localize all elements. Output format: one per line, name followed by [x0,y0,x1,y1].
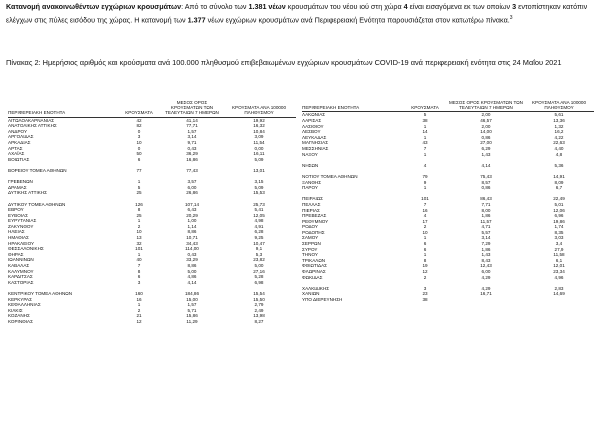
per100k-cell: 27,9 [554,246,564,252]
avg-cell: 4,71 [481,224,491,230]
per100k-cell: 10,47 [253,240,265,246]
cases-cell: 19 [422,263,428,269]
avg-cell: 0,43 [187,145,197,151]
per100k-cell: 1,74 [554,224,564,230]
cases-cell: 1 [137,302,141,308]
avg-cell: 8,57 [481,179,491,185]
header-cases: ΚΡΟΥΣΜΑΤΑ [116,100,162,117]
per100k-cell: 9,1 [255,246,263,252]
cases-cell: 0 [137,128,141,134]
cases-cell: 10 [136,229,142,235]
per100k-cell: 14,69 [553,291,565,297]
cases-cell: 6 [137,274,141,280]
region-cell: ΑΙΤΩΛΟΑΚΑΡΝΑΝΙΑΣ [8,117,55,123]
per100k-cell: 16,32 [253,123,265,129]
region-cell: ΑΡΓΟΛΙΔΑΣ [8,134,34,140]
avg-cell: 6,00 [481,269,491,275]
region-cell: ΔΥΤΙΚΟΥ ΤΟΜΕΑ ΑΘΗΝΩΝ [8,201,66,207]
cases-cell: 77 [136,167,142,173]
cases-cell: 10 [136,139,142,145]
per100k-cell: 2,79 [254,302,264,308]
cases-cell: 2 [423,274,427,280]
avg-cell: 77,43 [186,167,198,173]
per100k-cell: 3,4 [555,241,563,247]
header-per100k: ΚΡΟΥΣΜΑΤΑ ΑΝΑ 100000 ΠΛΗΘΥΣΜΟΥ [222,100,296,117]
per100k-cell: 13,36 [553,118,565,123]
region-cell: ΦΘΙΩΤΙΔΑΣ [302,263,328,269]
per100k-cell: 3,09 [254,134,264,140]
per100k-cell: 15,54 [253,291,265,297]
per100k-cell: 3,15 [254,179,264,185]
per100k-cell: 19,92 [253,117,265,123]
per100k-cell: 25,73 [253,201,265,207]
cases-cell: 3 [137,279,141,285]
region-cell: ΝΟΤΙΟΥ ΤΟΜΕΑ ΑΘΗΝΩΝ [302,173,358,179]
per100k-cell: 12,01 [553,263,565,269]
per100k-cell: 19,86 [553,218,565,224]
cases-cell: 126 [135,201,143,207]
avg-cell: 0,86 [481,134,491,140]
avg-cell: 11,57 [480,218,492,224]
avg-cell: 1,14 [187,223,197,229]
cases-cell: 1 [423,252,427,258]
cases-cell: 3 [423,285,427,291]
per100k-cell: 2,49 [254,307,264,313]
region-cell: ΦΩΚΙΔΑΣ [302,274,323,280]
cases-cell: 14 [422,129,428,135]
region-cell: ΔΥΤΙΚΗΣ ΑΤΤΙΚΗΣ [8,190,47,196]
avg-cell: 3,14 [187,134,197,140]
region-cell: ΣΥΡΟΥ [302,246,318,252]
avg-cell: 4,29 [481,274,491,280]
avg-cell: 20,29 [186,212,198,218]
cases-cell: 1 [423,123,427,129]
cases-cell: 0 [137,145,141,151]
per100k-cell: 5,09 [254,184,264,190]
region-cell: ΠΡΕΒΕΖΑΣ [302,213,327,219]
avg-cell: 2,00 [481,112,491,118]
region-cell: ΠΑΡΟΥ [302,185,318,191]
cases-cell: 12 [136,318,142,324]
per100k-cell: 13,01 [253,167,265,173]
intro-paragraph: Κατανομή ανακοινωθέντων εγχώριων κρουσμάτων: Από το σύνολο των 1.381 νέων κρουσμάτων του νέου ιού στη χώρα 4 είναι εισαγόμενα εκ των οποίων 3 εντοπίστηκαν κατόπιν ελέγχων στις πύλες εισόδου της χώρας. Η κατανομή των 1.377 νέων εγχώριων κρουσμάτων ανά Περιφερειακή Ενότητα παρουσιάζεται στον κατωτέρω πίνακα.$^3$ [6,2,588,24]
per100k-cell: 6,1 [555,257,563,263]
region-cell: ΦΛΩΡΙΝΑΣ [302,269,326,275]
per100k-cell: 11,58 [553,252,565,258]
region-cell: ΧΑΝΙΩΝ [302,291,320,297]
avg-cell: 41,14 [186,117,198,123]
region-cell: ΓΡΕΒΕΝΩΝ [8,179,33,185]
region-cell: ΜΑΓΝΗΣΙΑΣ [302,140,329,146]
region-cell: ΝΗΣΩΝ [302,162,319,168]
per100k-cell: 5,36 [554,162,564,168]
avg-cell: 27,00 [480,140,492,146]
region-cell: ΧΑΛΚΙΔΙΚΗΣ [302,285,330,291]
region-cell: ΚΟΡΙΝΘΙΑΣ [8,318,33,324]
per100k-cell: 22,63 [553,140,565,146]
avg-cell: 77,71 [186,123,198,129]
per100k-cell: 12,05 [253,212,265,218]
per100k-cell: 4,40 [554,145,564,151]
avg-cell: 75,43 [480,173,492,179]
per100k-cell: 5,28 [254,274,264,280]
table-right [302,100,594,303]
avg-cell: 0,86 [481,185,491,191]
region-cell: ΗΛΕΙΑΣ [8,229,25,235]
per100k-cell: 5,41 [254,207,264,213]
avg-cell: 6,00 [187,184,197,190]
region-cell: ΑΡΤΑΣ [8,145,23,151]
avg-cell: 16,71 [480,291,492,297]
per100k-cell: 5,09 [254,156,264,162]
per100k-cell: 16,2 [554,129,564,135]
avg-cell: 4,86 [187,274,197,280]
avg-cell: 86,43 [480,196,492,202]
per100k-cell: 8,09 [554,179,564,185]
cases-cell: 9 [423,179,427,185]
region-cell: ΚΟΖΑΝΗΣ [8,313,30,319]
avg-cell: 26,86 [186,190,198,196]
per100k-cell: 23,34 [553,269,565,275]
per100k-cell: 6,28 [254,229,264,235]
region-cell: ΛΕΥΚΑΔΑΣ [302,134,327,140]
avg-cell: 8,43 [481,257,491,263]
avg-cell: 1,43 [481,151,491,157]
avg-cell: 3,57 [187,179,197,185]
per100k-cell: 3,03 [554,235,564,241]
region-cell: ΕΥΡΥΤΑΝΙΑΣ [8,218,37,224]
cases-cell: 2 [137,307,141,313]
avg-cell: 7,29 [481,241,491,247]
avg-cell: 4,14 [481,162,491,168]
cases-cell: 12 [422,269,428,275]
per100k-cell: 2,83 [554,285,564,291]
cases-cell: 1 [423,235,427,241]
avg-cell: 2,00 [481,123,491,129]
region-cell: ΘΗΡΑΣ [8,251,24,257]
cases-cell: 1 [137,179,141,185]
avg-cell: 8,00 [481,207,491,213]
region-cell: ΤΗΝΟΥ [302,252,318,258]
per100k-cell: 23,82 [253,257,265,263]
cases-cell: 16 [136,296,142,302]
table-left [8,100,296,325]
avg-cell: 114,00 [185,246,199,252]
cases-cell: 1 [423,185,427,191]
avg-cell: 1,00 [187,218,197,224]
avg-cell: 36,29 [186,151,198,157]
cases-cell: 13 [136,235,142,241]
header-cases: ΚΡΟΥΣΜΑΤΑ [402,100,448,112]
avg-cell: 15,86 [186,313,198,319]
region-cell: ΥΠΟ ΔΙΕΡΕΥΝΗΣΗ [302,297,343,302]
cases-cell: 23 [422,291,428,297]
cases-cell: 8 [423,257,427,263]
cases-cell: 1 [137,218,141,224]
avg-cell: 1,57 [187,302,197,308]
avg-cell: 8,86 [187,263,197,269]
region-cell: ΗΜΑΘΙΑΣ [8,235,29,241]
region-cell: ΕΒΡΟΥ [8,207,24,213]
cases-cell: 3 [137,134,141,140]
avg-cell: 1,86 [481,246,491,252]
avg-cell: 16,86 [186,156,198,162]
avg-cell: 0,43 [187,251,197,257]
region-cell: ΚΕΝΤΡΙΚΟΥ ΤΟΜΕΑ ΑΘΗΝΩΝ [8,291,73,297]
cases-cell: 101 [421,196,429,202]
region-cell: ΠΕΙΡΑΙΩΣ [302,196,323,202]
region-cell: ΒΟΙΩΤΙΑΣ [8,156,30,162]
cases-cell: 1 [423,134,427,140]
avg-cell: 46,57 [480,118,492,123]
cases-cell: 42 [136,117,142,123]
cases-cell: 21 [136,313,142,319]
per100k-cell: 6,7 [555,185,563,191]
cases-cell: 82 [136,123,142,129]
cases-cell: 160 [135,291,143,297]
avg-cell: 4,29 [481,285,491,291]
header-region: ΠΕΡΙΦΕΡΕΙΑΚΗ ΕΝΟΤΗΤΑ [8,100,116,117]
avg-cell: 5,71 [187,307,197,313]
avg-cell: 14,00 [480,129,492,135]
cases-cell: 5 [137,184,141,190]
per100k-cell: 15,50 [253,296,265,302]
avg-cell: 8,86 [187,229,197,235]
header-per100k: ΚΡΟΥΣΜΑΤΑ ΑΝΑ 100000 ΠΛΗΘΥΣΜΟΥ [524,100,594,112]
header-region: ΠΕΡΙΦΕΡΕΙΑΚΗ ΕΝΟΤΗΤΑ [302,100,402,112]
region-cell: ΤΡΙΚΑΛΩΝ [302,257,326,263]
cases-cell: 7 [423,201,427,207]
per100k-cell [524,297,594,303]
cases-cell: 32 [136,240,142,246]
cases-cell: 50 [136,151,142,157]
header-avg: ΜΕΣΟΣ ΟΡΟΣ ΚΡΟΥΣΜΑΤΩΝ ΤΩΝ ΤΕΛΕΥΤΑΙΩΝ 7 ΗΜΕΡΩΝ [449,100,523,111]
region-cell: ΗΡΑΚΛΕΙΟΥ [8,240,35,246]
cases-cell: 43 [422,140,428,146]
per100k-cell: 9,25 [254,235,264,241]
region-cell: ΕΥΒΟΙΑΣ [8,212,28,218]
per100k-cell: 5,01 [554,201,564,207]
per100k-cell: 12,06 [553,207,565,213]
table-row [8,319,296,325]
avg-cell: 11,29 [186,318,198,324]
cases-cell: 38 [422,297,428,302]
per100k-cell: 4,22 [554,134,564,140]
region-cell: ΘΕΣΣΑΛΟΝΙΚΗΣ [8,246,44,252]
per100k-cell: 5,61 [554,112,564,118]
region-cell: ΛΑΡΙΣΑΣ [302,118,322,123]
avg-cell: 34,43 [186,240,198,246]
per100k-cell: 4,91 [254,223,264,229]
region-cell: ΙΩΑΝΝΙΝΩΝ [8,257,34,263]
region-cell: ΛΑΣΙΘΙΟΥ [302,123,324,129]
cases-cell: 2 [423,224,427,230]
avg-cell: 5,00 [187,268,197,274]
region-cell: ΡΕΘΥΜΝΟΥ [302,218,329,224]
per100k-cell: 0,00 [254,145,264,151]
cases-cell: 40 [136,257,142,263]
footnote-ref: 3 [509,14,513,21]
avg-cell: 7,71 [481,201,491,207]
region-cell: ΚΑΣΤΟΡΙΑΣ [8,279,34,285]
region-cell: ΞΑΝΘΗΣ [302,179,322,185]
per100k-cell: 6,98 [254,279,264,285]
cases-cell: 5 [423,112,427,118]
avg-cell: 4,14 [187,279,197,285]
avg-cell [448,297,524,303]
avg-cell: 33,29 [186,257,198,263]
region-cell: ΡΟΔΟΥ [302,224,319,230]
region-cell: ΡΟΔΟΠΗΣ [302,229,325,235]
cases-cell: 2 [137,223,141,229]
avg-cell: 9,71 [187,139,197,145]
cases-cell: 79 [422,173,428,179]
region-cell: ΜΕΣΣΗΝΙΑΣ [302,145,329,151]
avg-cell: 12,43 [480,263,492,269]
avg-cell: 1,57 [187,128,197,134]
region-cell: ΝΑΞΟΥ [302,151,318,157]
table-caption: Πίνακας 2: Ημερήσιος αριθμός και κρούσματα ανά 100.000 πληθυσμού επιβεβαιωμένων εγχώριων κρουσμάτων COVID-19 ανά περιφερειακή ενότητα στις 24 Μαΐου 2021 [6,58,562,67]
region-cell: ΠΙΕΡΙΑΣ [302,207,320,213]
region-cell: ΛΑΚΩΝΙΑΣ [302,112,326,118]
cases-cell: 7 [137,263,141,269]
per100k-cell: 27,16 [253,268,265,274]
region-cell: ΑΧΑΪΑΣ [8,151,25,157]
avg-cell: 6,29 [481,145,491,151]
avg-cell: 184,86 [184,291,200,297]
avg-cell: 5,57 [481,229,491,235]
cases-cell: 4 [423,213,427,219]
region-cell: ΚΑΛΥΜΝΟΥ [8,268,34,274]
cases-cell: 1 [137,251,141,257]
cases-cell: 6 [137,156,141,162]
per100k-cell: 8,35 [554,229,564,235]
cases-cell: 25 [136,212,142,218]
region-cell: ΚΑΒΑΛΑΣ [8,263,30,269]
cases-cell: 6 [423,241,427,247]
region-cell: ΚΕΡΚΥΡΑΣ [8,296,32,302]
region-cell: ΚΑΡΔΙΤΣΑΣ [8,274,33,280]
avg-cell: 15,00 [186,296,198,302]
cases-cell: 6 [423,246,427,252]
per100k-cell: 1,32 [554,123,564,129]
region-cell: ΒΟΡΕΙΟΥ ΤΟΜΕΑ ΑΘΗΝΩΝ [8,167,67,173]
region-cell: ΚΕΦΑΛΛΗΝΙΑΣ [8,302,41,308]
avg-cell: 3,14 [481,235,491,241]
cases-cell: 25 [136,190,142,196]
intro-heading: Κατανομή ανακοινωθέντων εγχώριων κρουσμάτων [6,2,182,11]
per100k-cell: 5,3 [255,251,263,257]
cases-cell: 8 [137,268,141,274]
per100k-cell: 22,49 [553,196,565,202]
cases-cell: 4 [423,162,427,168]
region-cell: ΑΡΚΑΔΙΑΣ [8,139,31,145]
cases-cell: 10 [422,229,428,235]
cases-cell: 16 [422,207,428,213]
per100k-cell: 15,53 [253,190,265,196]
per100k-cell: 4,98 [254,218,264,224]
header-avg: ΜΕΣΟΣ ΟΡΟΣ ΚΡΟΥΣΜΑΤΩΝ ΤΩΝ ΤΕΛΕΥΤΑΙΩΝ 7 ΗΜΕΡΩΝ [162,100,222,117]
per100k-cell: 4,96 [554,274,564,280]
cases-cell: 17 [422,218,428,224]
per100k-cell: 14,91 [553,173,565,179]
table-row [302,297,594,303]
per100k-cell: 11,54 [253,139,265,145]
avg-cell: 10,71 [186,235,198,241]
per100k-cell: 10,84 [253,128,265,134]
region-cell: ΠΕΛΛΑΣ [302,201,321,207]
region-cell: ΛΕΣΒΟΥ [302,129,321,135]
region-cell: ΑΝΔΡΟΥ [8,128,28,134]
per100k-cell: 6,96 [554,213,564,219]
per100k-cell: 16,11 [253,151,265,157]
avg-cell: 1,86 [481,213,491,219]
per100k-cell: 4,8 [555,151,563,157]
per100k-cell: 8,27 [254,318,264,324]
cases-cell: 38 [422,118,428,123]
region-cell: ΔΡΑΜΑΣ [8,184,27,190]
cases-cell: 7 [423,145,427,151]
per100k-cell: 13,98 [253,313,265,319]
avg-cell: 1,43 [481,252,491,258]
region-cell: ΑΝΑΤΟΛΙΚΗΣ ΑΤΤΙΚΗΣ [8,123,57,129]
cases-cell: 8 [137,207,141,213]
avg-cell: 107,14 [184,201,200,207]
region-cell: ΖΑΚΥΝΘΟΥ [8,223,34,229]
avg-cell: 6,43 [187,207,197,213]
region-cell: ΚΙΛΚΙΣ [8,307,23,313]
cases-cell: 101 [135,246,143,252]
cases-cell: 1 [423,151,427,157]
region-cell: ΣΕΡΡΩΝ [302,241,321,247]
region-cell: ΣΑΜΟΥ [302,235,319,241]
per100k-cell: 5,00 [254,263,264,269]
